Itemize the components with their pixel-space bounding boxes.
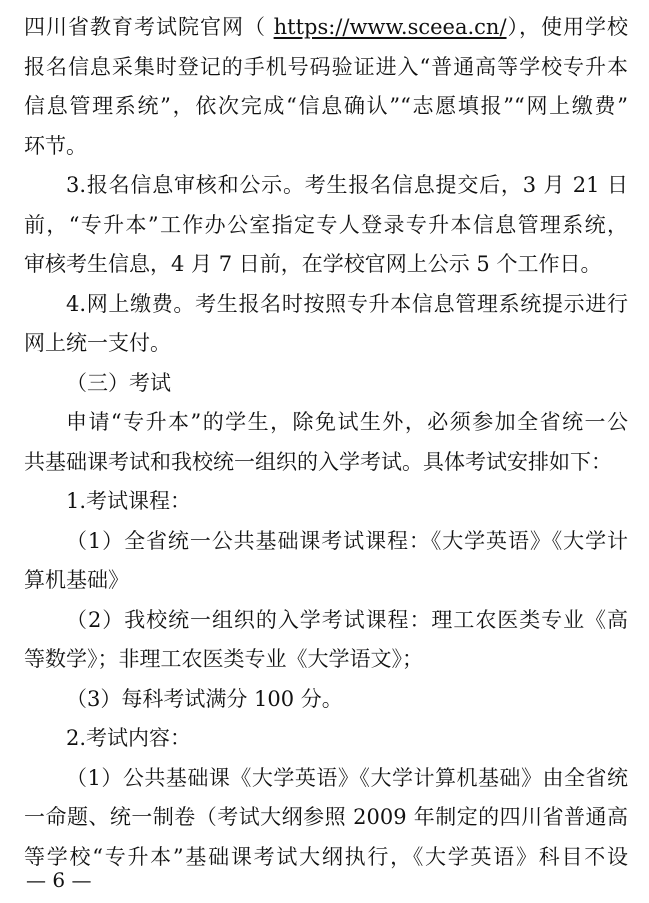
text-line-8: 4.网上缴费。考生报名时按照专升本信息管理系统提示进行	[66, 291, 628, 316]
text-line-15: 算机基础》	[24, 568, 129, 592]
text-line-5: 3.报名信息审核和公示。考生报名信息提交后，3 月 21 日	[66, 173, 628, 197]
text-line-6: 前，“专升本”工作办公室指定专人登录专升本信息管理系统，	[24, 212, 628, 237]
page-number: — 6 —	[26, 868, 92, 892]
text-line-16: （2）我校统一组织的入学考试课程：理工农医类专业《高	[66, 607, 628, 632]
text-line-13: 1.考试课程：	[66, 489, 192, 513]
text-line-22: 等学校“专升本”基础课考试大纲执行，《大学英语》科目不设	[24, 844, 628, 869]
text-line-11: 申请“专升本”的学生，除免试生外，必须参加全省统一公	[66, 410, 628, 434]
text-line-12: 共基础课考试和我校统一组织的入学考试。具体考试安排如下：	[24, 449, 612, 474]
exam-institute-link[interactable]: https://www.sceea.cn/	[273, 15, 507, 39]
document-page	[24, 8, 628, 877]
text-line-17: 等数学》；非理工农医类专业《大学语文》；	[24, 647, 423, 671]
text-line-14: （1）全省统一公共基础课考试课程：《大学英语》《大学计	[66, 528, 628, 553]
text-line-21: 一命题、统一制卷（考试大纲参照 2009 年制定的四川省普通高	[24, 805, 628, 829]
text-line-1: 四川省教育考试院官网（ https://www.sceea.cn/），使用学校	[24, 15, 628, 39]
text-line-2: 报名信息采集时登记的手机号码验证进入“普通高等学校专升本	[24, 54, 628, 79]
text-line-3: 信息管理系统”，依次完成“信息确认”“志愿填报”“网上缴费”	[24, 94, 628, 118]
text-line-20: （1）公共基础课《大学英语》《大学计算机基础》由全省统	[66, 765, 628, 790]
text-line-18: （3）每科考试满分 100 分。	[66, 686, 343, 711]
text-line-19: 2.考试内容：	[66, 726, 192, 750]
text-line-4: 环节。	[24, 133, 87, 158]
text-line-9: 网上统一支付。	[24, 331, 171, 355]
text-line-7: 审核考生信息，4 月 7 日前，在学校官网上公示 5 个工作日。	[24, 252, 602, 276]
section-heading: （三）考试	[66, 370, 171, 395]
